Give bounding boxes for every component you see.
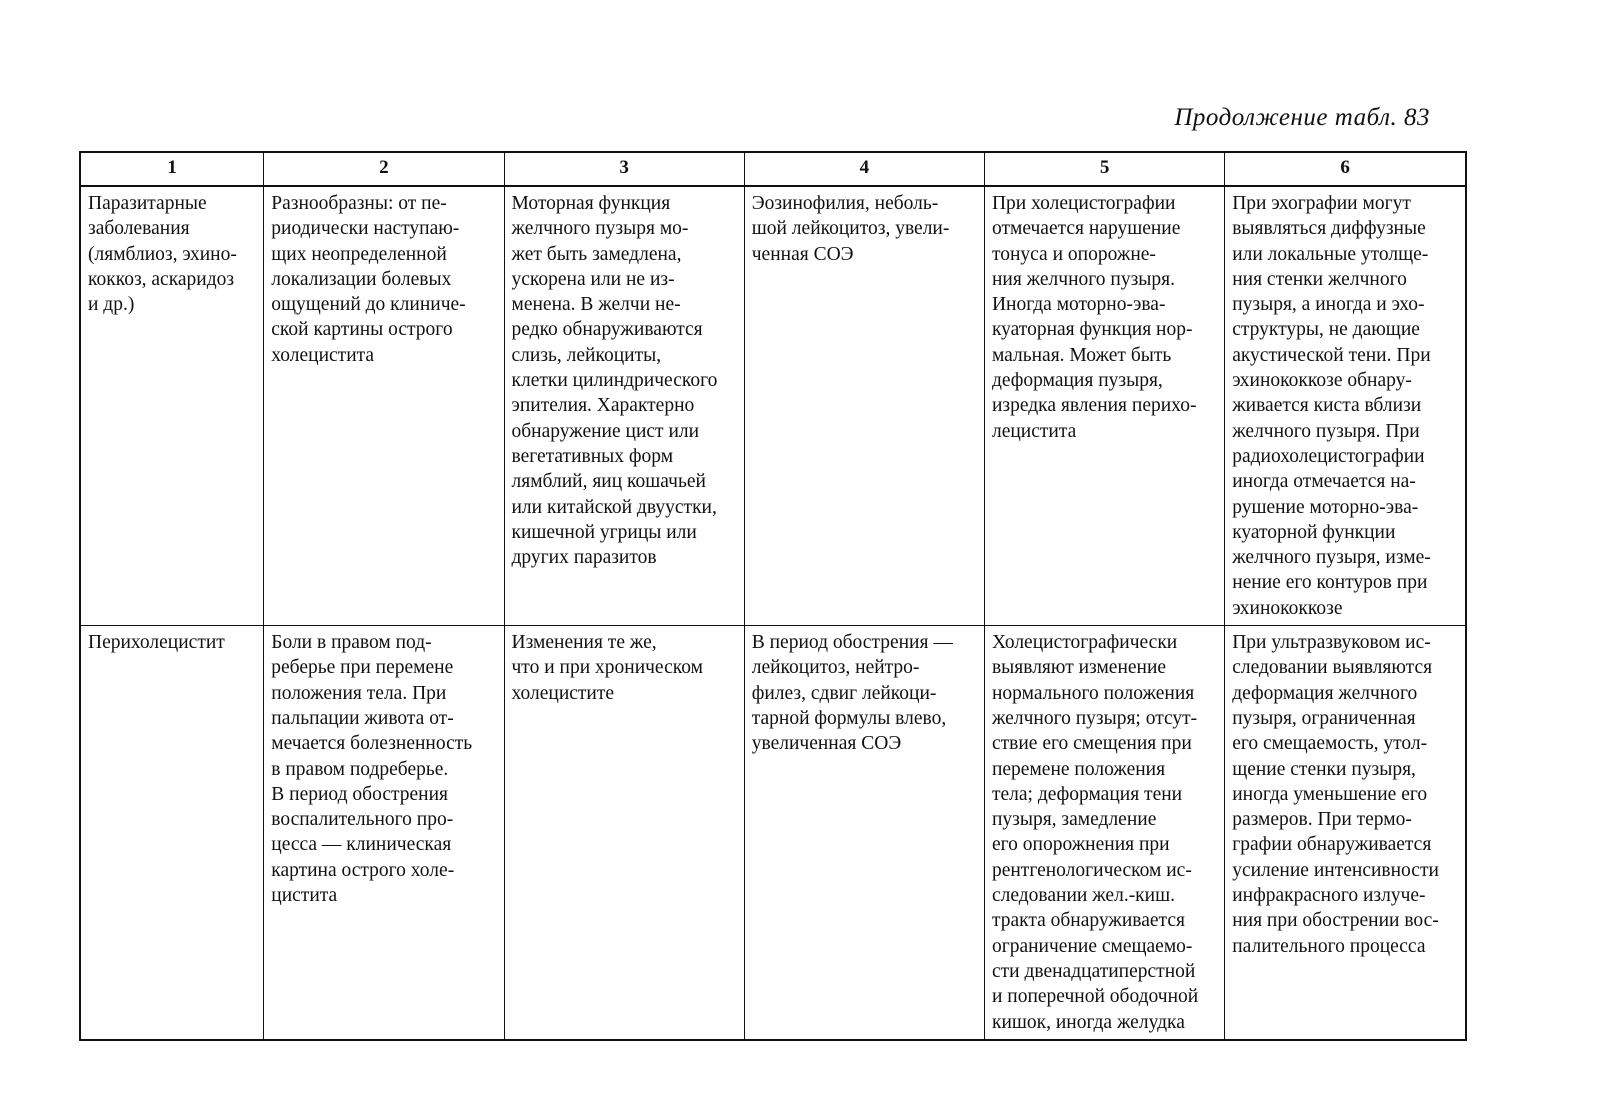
column-header-4: 4: [744, 152, 984, 186]
table-cell-disease: Паразитарные заболевания (лямблиоз, эхино- коккоз, аскаридоз и др.): [80, 186, 264, 626]
table-cell: При эхографии могут выявляться диффузные или локальные утолще- ния стенки желчного пузыря, а иногда и эхо- структуры, не дающие акустической тени. При эхинококкозе обнару- живается киста вблизи желчного пузыря. При радиохолецистографии иногда отмечается на- рушение моторно-эва- куаторной функции желчного пузыря, изме- нение его контуров при эхинококкозе: [1225, 186, 1466, 626]
table-cell: При ультразвуковом ис- следовании выявляются деформация желчного пузыря, ограниченная его смещаемость, утол- щение стенки пузыря, иногда уменьшение его размеров. При термо- графии обнаруживается усиление интенсивности инфракрасного излуче- ния при обострении вос- палительного процесса: [1225, 626, 1466, 1040]
table-header-row: [80, 152, 1466, 186]
table-row: [80, 626, 1466, 1040]
differential-diagnosis-table: [79, 151, 1467, 1041]
column-header-3: 3: [504, 152, 744, 186]
column-header-5: 5: [984, 152, 1224, 186]
table-cell: Эозинофилия, неболь- шой лейкоцитоз, увели- ченная СОЭ: [744, 186, 984, 626]
column-header-1: 1: [80, 152, 264, 186]
column-header-2: 2: [264, 152, 504, 186]
table-cell: Изменения те же, что и при хроническом холецистите: [504, 626, 744, 1040]
table-cell: Холецистографически выявляют изменение нормального положения желчного пузыря; отсут- ствие его смещения при перемене положения тела; деформация тени пузыря, замедление его опорожнения при рентгенологическом ис- следовании жел.-киш. тракта обнаруживается ограничение смещаемо- сти двенадцатиперстной и поперечной ободочной кишок, иногда желудка: [984, 626, 1224, 1040]
column-header-6: 6: [1225, 152, 1466, 186]
table-row: [80, 186, 1466, 626]
table-cell: Разнообразны: от пе- риодически наступаю- щих неопределенной локализации болевых ощущений до клиниче- ской картины острого холецистита: [264, 186, 504, 626]
table-cell: Моторная функция желчного пузыря мо- жет быть замедлена, ускорена или не из- менена. В желчи не- редко обнаруживаются слизь, лейкоциты, клетки цилиндрического эпителия. Характерно обнаружение цист или вегетативных форм лямблий, яиц кошачьей или китайской двуустки, кишечной угрицы или других паразитов: [504, 186, 744, 626]
table-cell: Боли в правом под- реберье при перемене положения тела. При пальпации живота от- мечается болезненность в правом подреберье. В период обострения воспалительного про- цесса — клиническая картина острого холе- цистита: [264, 626, 504, 1040]
table-caption: Продолжение табл. 83: [1174, 104, 1430, 131]
table-cell: В период обострения — лейкоцитоз, нейтро- филез, сдвиг лейкоци- тарной формулы влево, увеличенная СОЭ: [744, 626, 984, 1040]
table-cell: При холецистографии отмечается нарушение тонуса и опорожне- ния желчного пузыря. Иногда моторно-эва- куаторная функция нор- мальная. Может быть деформация пузыря, изредка явления перихо- лецистита: [984, 186, 1224, 626]
table-cell-disease: Перихолецистит: [80, 626, 264, 1040]
